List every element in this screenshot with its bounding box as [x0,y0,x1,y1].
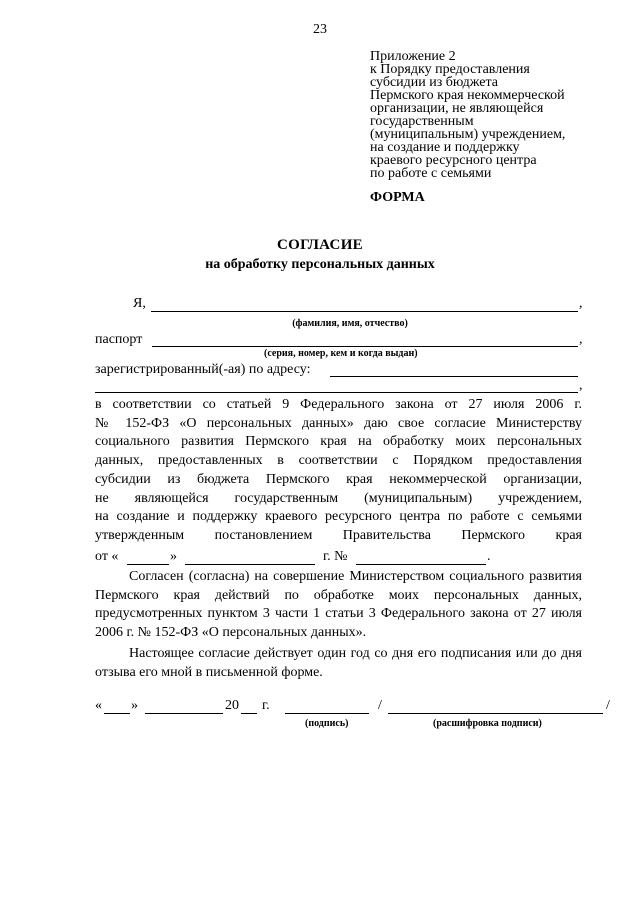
order-month-year-field[interactable] [185,564,315,565]
comma: , [579,296,583,311]
consent-line: № 152-ФЗ «О персональных данных» даю свое согласие Министерству [95,415,582,431]
appendix-line: Приложение 2 [370,49,456,64]
appendix-line: Пермского края некоммерческой [370,88,565,103]
passport-field[interactable] [152,346,578,347]
address-label: зарегистрированный(-ая) по адресу: [95,362,311,377]
appendix-line: субсидии из бюджета [370,75,499,90]
sig-year-suffix: г. [262,698,270,713]
signature-decode-hint: (расшифровка подписи) [433,718,542,729]
order-from-label: от « [95,549,119,564]
consent-line: на создание и поддержку краевого ресурсного центра по работе с семьями [95,509,582,525]
address-field-line-2[interactable] [95,392,578,393]
appendix-line: по работе с семьями [370,166,492,181]
sig-slash: / [378,698,382,713]
consent-line: не являющейся государственным (муниципальным) учреждением, [95,490,582,506]
validity-paragraph: Настоящее согласие действует один год со дня его подписания или до дня отзыва его мной в письменной форме. [95,646,582,680]
comma: , [579,332,583,347]
consent-line: данных, предоставленных в соответствии с Порядком предоставления [95,453,582,469]
consent-line: в соответствии со статьей 9 Федерального закона от 27 июля 2006 г. [95,397,582,412]
appendix-line: к Порядку предоставления [370,62,530,77]
sign-year-field[interactable] [241,713,257,714]
address-field[interactable] [330,376,578,377]
consent-line: утвержденным постановлением Правительства Пермского края [95,527,582,543]
full-name-field[interactable] [151,311,578,312]
appendix-line: государственным [370,114,474,129]
i-label: Я, [133,296,146,311]
consent-paragraph [95,396,582,546]
consent-line: социального развития Пермского края на обработку моих персональных [95,434,582,450]
sign-day-field[interactable] [104,713,130,714]
order-end: . [487,549,491,564]
appendix-line: на создание и поддержку [370,140,520,155]
form-label: ФОРМА [370,190,425,205]
appendix-line: организации, не являющейся [370,101,544,116]
sig-slash: / [606,698,610,713]
document-title: СОГЛАСИЕ [277,237,363,253]
order-number-field[interactable] [356,564,486,565]
signature-decode-field[interactable] [388,713,603,714]
sign-month-field[interactable] [145,713,223,714]
document-subtitle: на обработку персональных данных [205,257,435,272]
order-day-field[interactable] [127,564,169,565]
appendix-block [370,50,610,180]
appendix-line: краевого ресурсного центра [370,153,537,168]
passport-label: паспорт [95,332,143,347]
order-close-quote: » [170,549,177,564]
signature-field[interactable] [285,713,369,714]
signature-hint: (подпись) [305,718,349,729]
order-number-label: г. № [323,549,348,564]
sig-open-quote: « [95,698,102,713]
consent-actions-paragraph: Согласен (согласна) на совершение Министерством социального развития Пермского края действий по обработке моих персональных данных, предусмотренных пунктом 3 части 1 статьи 3 Федерального закона от 27 июля 2006 г. № 152-ФЗ «О персональных данных». [95,569,582,641]
page-number: 23 [313,22,327,37]
sig-year-prefix: 20 [225,698,239,713]
consent-line: субсидии из бюджета Пермского края некоммерческой организации, [95,471,582,487]
full-name-hint: (фамилия, имя, отчество) [292,318,408,329]
passport-hint: (серия, номер, кем и когда выдан) [264,348,418,359]
comma: , [579,378,583,393]
appendix-line: (муниципальным) учреждением, [370,127,566,142]
sig-close-quote: » [131,698,138,713]
